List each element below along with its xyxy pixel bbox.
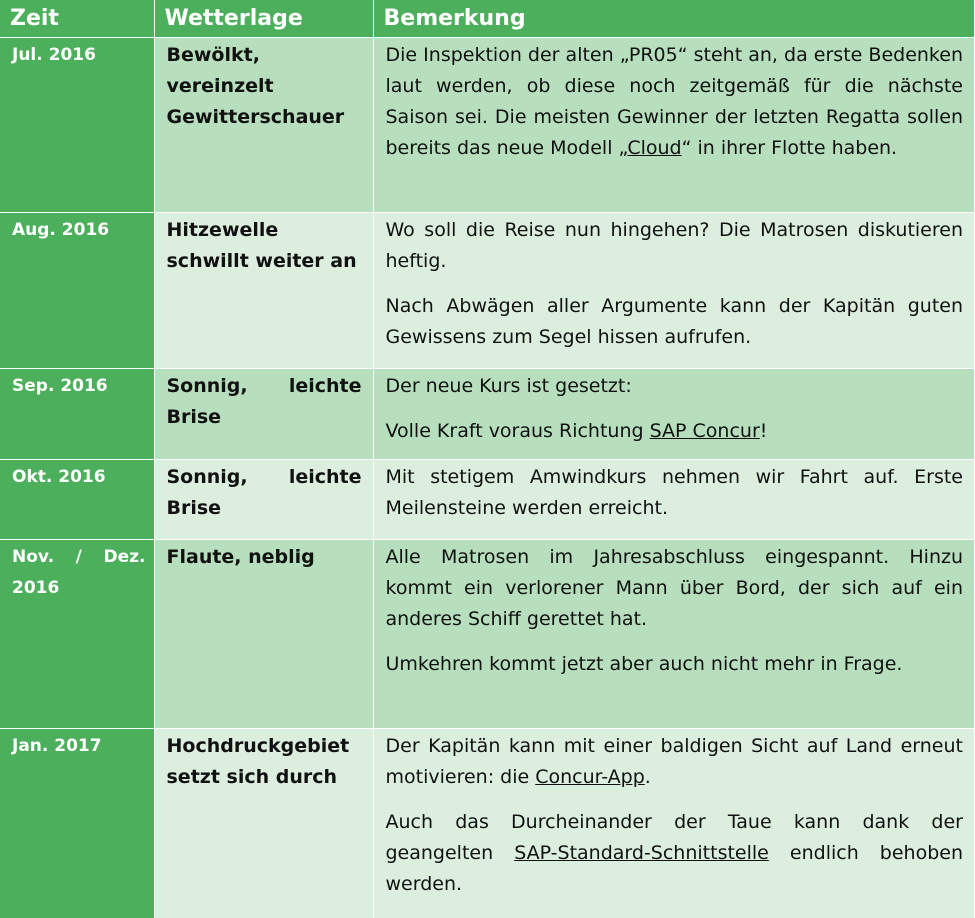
table-row	[0, 213, 974, 369]
bemerkung-paragraph: Der neue Kurs ist gesetzt:	[385, 375, 632, 397]
table-row	[0, 540, 974, 729]
table-row	[0, 729, 974, 918]
cell-bemerkung	[373, 38, 974, 213]
text-segment: “ in ihrer Flotte haben.	[681, 137, 898, 159]
bemerkung-paragraph	[386, 807, 964, 900]
cell-zeit: Aug. 2016	[0, 213, 154, 369]
wetterlage-text: Hochdruckgebiet setzt sich durch	[166, 735, 350, 788]
bemerkung-paragraph: Mit stetigem Amwindkurs nehmen wir Fahrt auf. Erste Meilensteine werden erreicht.	[385, 466, 963, 519]
bemerkung-paragraph	[386, 416, 964, 447]
text-segment: endlich behoben werden.	[385, 842, 963, 895]
wetterlage-text: Sonnig, leichte Brise	[166, 375, 362, 428]
wetterlage-text: Hitzewelle schwillt weiter an	[166, 219, 357, 272]
wetterlage-text: Bewölkt, vereinzelt Gewitterschauer	[166, 44, 345, 128]
text-segment: .	[644, 766, 651, 788]
text-segment: Volle Kraft voraus Richtung	[385, 420, 650, 442]
cell-wetterlage	[154, 369, 373, 460]
text-segment: Der Kapitän kann mit einer baldigen Sicht auf Land erneut motivieren: die	[385, 735, 963, 788]
cell-zeit: Nov. / Dez. 2016	[0, 540, 154, 729]
cell-bemerkung	[373, 729, 974, 918]
cell-zeit: Okt. 2016	[0, 460, 154, 540]
link-sap-concur[interactable]: SAP Concur	[649, 420, 760, 442]
link-concur-app[interactable]: Concur-App	[535, 766, 645, 788]
cell-wetterlage	[154, 213, 373, 369]
text-segment: Auch das Durcheinander der Taue kann dank der geangelten	[385, 811, 963, 864]
cell-zeit: Sep. 2016	[0, 369, 154, 460]
text-segment: !	[759, 420, 768, 442]
table-row	[0, 369, 974, 460]
bemerkung-paragraph	[386, 731, 964, 793]
cell-bemerkung	[373, 213, 974, 369]
table-row	[0, 460, 974, 540]
cell-zeit: Jul. 2016	[0, 38, 154, 213]
cell-zeit: Jan. 2017	[0, 729, 154, 918]
wetterlage-text: Sonnig, leichte Brise	[166, 466, 362, 519]
bemerkung-paragraph	[386, 40, 964, 164]
cell-bemerkung	[373, 460, 974, 540]
header-bemerkung: Bemerkung	[373, 0, 974, 38]
cell-wetterlage	[154, 729, 373, 918]
bemerkung-paragraph: Umkehren kommt jetzt aber auch nicht mehr in Frage.	[385, 653, 903, 675]
bemerkung-paragraph: Nach Abwägen aller Argumente kann der Kapitän guten Gewissens zum Segel hissen aufrufen.	[385, 295, 963, 348]
link-cloud[interactable]: Cloud	[627, 137, 682, 159]
bemerkung-paragraph: Wo soll die Reise nun hingehen? Die Matrosen diskutieren heftig.	[385, 219, 963, 272]
cell-bemerkung	[373, 540, 974, 729]
wetterlage-text: Flaute, neblig	[166, 546, 315, 568]
cell-wetterlage	[154, 38, 373, 213]
table-row	[0, 38, 974, 213]
cell-wetterlage	[154, 460, 373, 540]
cell-bemerkung	[373, 369, 974, 460]
text-segment: Die Inspektion der alten „PR05“ steht an, da erste Bedenken laut werden, ob diese noch zeitgemäß für die nächste Saison sei. Die meisten Gewinner der letzten Regatta sollen bereits das neue Modell „	[385, 44, 963, 159]
header-zeit: Zeit	[0, 0, 154, 38]
bemerkung-paragraph: Alle Matrosen im Jahresabschluss eingespannt. Hinzu kommt ein verlorener Mann über Bord, der sich auf ein anderes Schiff gerettet hat.	[385, 546, 963, 630]
link-sap-standard-schnittstelle[interactable]: SAP-Standard-Schnittstelle	[514, 842, 769, 864]
header-row	[0, 0, 974, 38]
header-wetterlage: Wetterlage	[154, 0, 373, 38]
cell-wetterlage	[154, 540, 373, 729]
